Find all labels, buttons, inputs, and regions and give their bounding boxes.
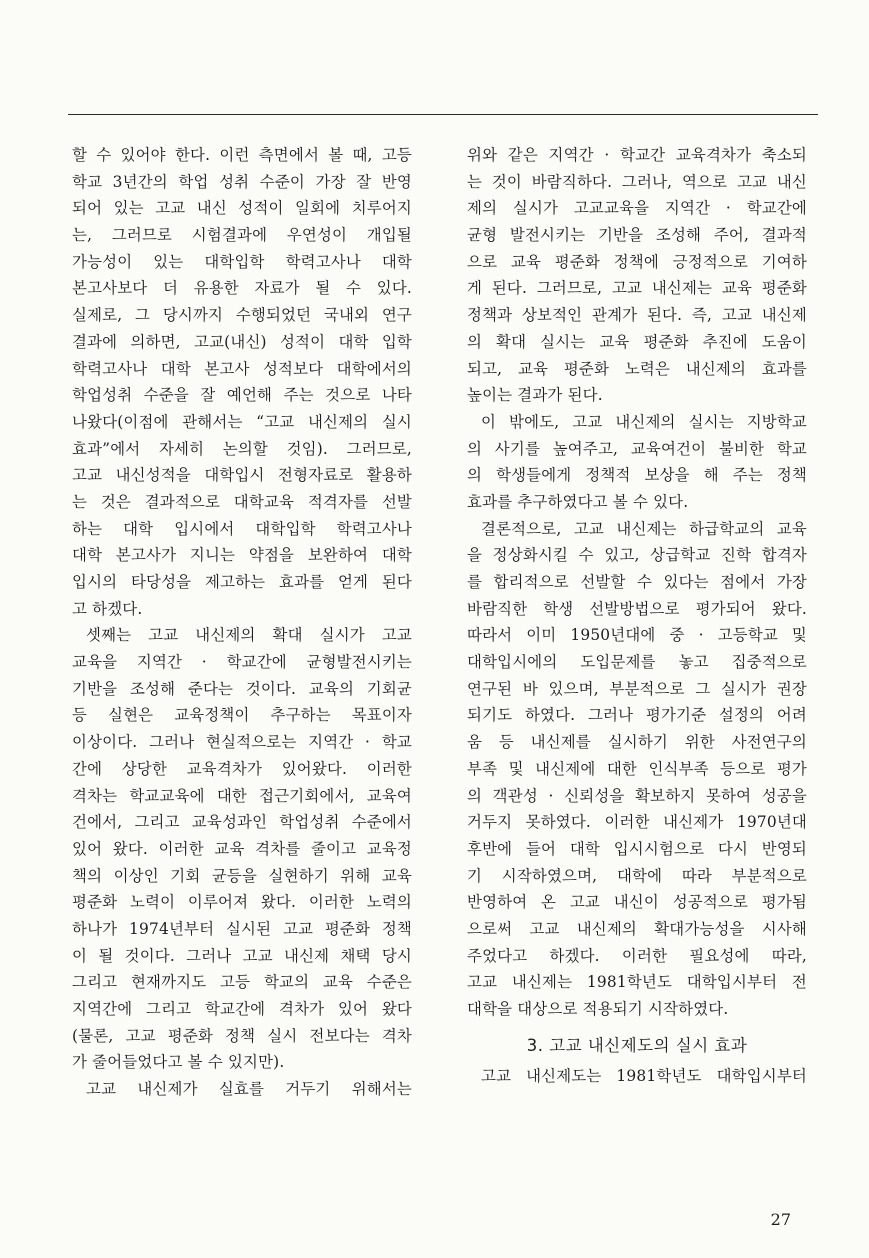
text-line: 는, 그러므로 시험결과에 우연성이 개입될 xyxy=(72,226,412,245)
text-line: 의 사기를 높여주고, 교육여건이 불비한 학교 xyxy=(467,439,807,458)
text-line: 바람직한 학생 선발방법으로 평가되어 왔다. xyxy=(467,599,807,618)
text-line: 그리고 현재까지도 고등 학교의 교육 수준은 xyxy=(72,973,412,992)
text-line: 기반을 조성해 준다는 것이다. 교육의 기회균 xyxy=(72,679,412,698)
text-line: 되기도 하였다. 그러나 평가기준 설정의 어려 xyxy=(467,706,807,725)
text-line: 의 확대 실시는 교육 평준화 추진에 도움이 xyxy=(467,332,807,351)
text-line: 대학을 대상으로 적용되기 시작하였다. xyxy=(467,1000,729,1018)
text-line: 연구된 바 있으며, 부분적으로 그 실시가 권장 xyxy=(467,679,807,698)
text-line: 의 학생들에게 정책적 보상을 해 주는 정책 xyxy=(467,466,807,485)
text-line: 되고, 교육 평준화 노력은 내신제의 효과를 xyxy=(467,359,807,378)
text-line: 후반에 들어 대학 입시시험으로 다시 반영되 xyxy=(467,839,807,858)
text-line: 책의 이상인 기회 균등을 실현하기 위해 교육 xyxy=(72,866,412,885)
section-heading: 3. 고교 내신제도의 실시 효과 xyxy=(526,1035,748,1055)
text-line: 대학 본고사가 지니는 약점을 보완하여 대학 xyxy=(72,546,412,565)
text-line: 결론적으로, 고교 내신제는 하급학교의 교육 xyxy=(481,519,807,538)
text-line: 반영하여 온 고교 내신이 성공적으로 평가됨 xyxy=(467,893,807,912)
text-line: 되어 있는 고교 내신 성적이 일회에 치루어지 xyxy=(72,199,412,218)
header-rule xyxy=(68,114,818,115)
text-line: 입시의 타당성을 제고하는 효과를 얻게 된다 xyxy=(72,573,412,591)
text-line: 이상이다. 그러나 현실적으로는 지역간 · 학교 xyxy=(72,733,412,752)
text-line: 하나가 1974년부터 실시된 고교 평준화 정책 xyxy=(72,919,412,938)
text-line: 할 수 있어야 한다. 이런 측면에서 볼 때, 고등 xyxy=(72,146,412,164)
text-line: 는 것이 바람직하다. 그러나, 역으로 고교 내신 xyxy=(467,172,807,191)
text-line: 높이는 결과가 된다. xyxy=(467,386,603,405)
text-line: 셋째는 고교 내신제의 확대 실시가 고교 xyxy=(86,626,412,645)
text-line: 결과에 의하면, 고교(내신) 성적이 대학 입학 xyxy=(72,332,412,351)
text-line: 기 시작하였으며, 대학에 따라 부분적으로 xyxy=(467,866,807,885)
text-line: 으로 교육 평준화 정책에 긍정적으로 기여하 xyxy=(467,252,807,271)
text-line: 나왔다(이점에 관해서는 “고교 내신제의 실시 xyxy=(72,412,412,431)
text-line: 위와 같은 지역간 · 학교간 교육격차가 축소되 xyxy=(467,146,807,164)
text-line: 효과”에서 자세히 논의할 것임). 그러므로, xyxy=(72,439,412,458)
text-line: 간에 상당한 교육격차가 있어왔다. 이러한 xyxy=(72,759,412,778)
text-line: 고교 내신제도는 1981학년도 대학입시부터 xyxy=(481,1066,807,1085)
text-line: 효과를 추구하였다고 볼 수 있다. xyxy=(467,492,689,511)
text-line: 으로써 고교 내신제의 확대가능성을 시사해 xyxy=(467,919,807,938)
text-line: 정책과 상보적인 관계가 된다. 즉, 고교 내신제 xyxy=(467,306,807,325)
text-line: 격차는 학교교육에 대한 접근기회에서, 교육여 xyxy=(72,786,412,805)
text-line: 게 된다. 그러므로, 고교 내신제는 교육 평준화 xyxy=(467,279,807,298)
text-line: 대학입시에의 도입문제를 놓고 집중적으로 xyxy=(467,653,807,672)
text-line: 의 객관성 · 신뢰성을 확보하지 못하여 성공을 xyxy=(467,786,807,805)
text-line: 고교 내신제는 1981학년도 대학입시부터 전 xyxy=(467,973,807,992)
page-number: 27 xyxy=(770,1210,791,1229)
text-line: 을 정상화시킬 수 있고, 상급학교 진학 합격자 xyxy=(467,546,807,565)
text-line: 가 줄어들었다고 볼 수 있지만). xyxy=(72,1053,285,1072)
text-line: 균형 발전시키는 기반을 조성해 주어, 결과적 xyxy=(467,226,807,245)
text-line: 움 등 내신제를 실시하기 위한 사전연구의 xyxy=(467,733,807,752)
text-line: 등 실현은 교육정책이 추구하는 목표이자 xyxy=(72,706,412,725)
text-line: 학교 3년간의 학업 성취 수준이 가장 잘 반영 xyxy=(72,172,412,191)
text-line: 교육을 지역간 · 학교간에 균형발전시키는 xyxy=(72,653,412,672)
text-line: 제의 실시가 고교교육을 지역간 · 학교간에 xyxy=(467,199,807,218)
text-line: 는 것은 결과적으로 대학교육 적격자를 선발 xyxy=(72,492,412,511)
text-line: 하는 대학 입시에서 대학입학 학력고사나 xyxy=(72,519,412,538)
text-line: 따라서 이미 1950년대에 중 · 고등학교 및 xyxy=(467,626,807,645)
right-text-column xyxy=(467,142,807,1089)
text-line: 있어 왔다. 이러한 교육 격차를 줄이고 교육정 xyxy=(72,839,412,858)
text-line: 고교 내신제가 실효를 거두기 위해서는 xyxy=(86,1080,412,1099)
text-line: 이 될 것이다. 그러나 고교 내신제 채택 당시 xyxy=(72,946,412,965)
right-column-after-heading xyxy=(467,1063,807,1090)
text-line: 지역간에 그리고 학교간에 격차가 있어 왔다 xyxy=(72,1000,412,1018)
text-line: 평준화 노력이 이루어져 왔다. 이러한 노력의 xyxy=(72,893,412,912)
text-line: 거두지 못하였다. 이러한 내신제가 1970년대 xyxy=(467,813,807,832)
right-column-body xyxy=(467,142,807,1023)
text-line: 학력고사나 대학 본고사 성적보다 대학에서의 xyxy=(72,359,412,378)
left-text-column xyxy=(72,142,412,1103)
text-line: 학업성취 수준을 잘 예언해 주는 것으로 나타 xyxy=(72,386,412,405)
text-line: 이 밖에도, 고교 내신제의 실시는 지방학교 xyxy=(481,412,807,431)
text-line: 고교 내신성적을 대학입시 전형자료로 활용하 xyxy=(72,466,412,485)
text-line: 주었다고 하겠다. 이러한 필요성에 따라, xyxy=(467,946,807,965)
text-line: 고 하겠다. xyxy=(72,599,143,618)
text-line: (물론, 고교 평준화 정책 실시 전보다는 격차 xyxy=(72,1026,412,1045)
text-line: 실제로, 그 당시까지 수행되었던 국내외 연구 xyxy=(72,306,412,325)
text-line: 를 합리적으로 선발할 수 있다는 점에서 가장 xyxy=(467,573,807,591)
text-line: 가능성이 있는 대학입학 학력고사나 대학 xyxy=(72,252,412,271)
text-line: 본고사보다 더 유용한 자료가 될 수 있다. xyxy=(72,279,412,298)
text-line: 건에서, 그리고 교육성과인 학업성취 수준에서 xyxy=(72,813,412,832)
text-line: 부족 및 내신제에 대한 인식부족 등으로 평가 xyxy=(467,759,807,778)
